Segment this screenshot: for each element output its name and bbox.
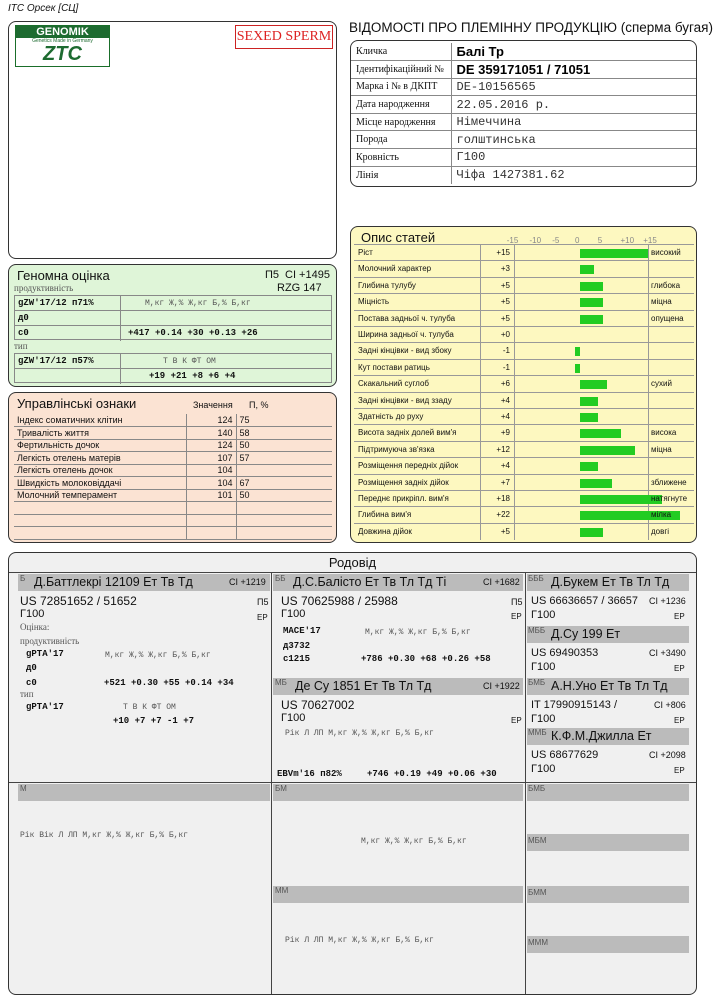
row-birthplace: Місце народження Німеччина (351, 113, 696, 131)
trait-value: +7 (500, 477, 510, 487)
trait-row (354, 277, 694, 293)
management-row: Легкість отелень дочок 104 (14, 464, 332, 477)
trait-description: сухий (651, 379, 672, 389)
row-name: Кличка Балі Тр (351, 43, 696, 61)
trait-name: Ріст (358, 248, 373, 257)
tick-label: -10 (529, 236, 542, 245)
trait-row (354, 260, 694, 276)
management-title: Управлінські ознаки (17, 396, 137, 411)
trait-row (354, 474, 694, 490)
trait-row (354, 490, 694, 506)
trait-bar (580, 429, 621, 438)
management-row (14, 527, 332, 540)
genomic-ci: CI +1495 (285, 269, 330, 281)
trait-name: Задні кінцівки - вид збоку (358, 346, 452, 356)
genomic-prod-label: продуктивність (14, 283, 74, 293)
trait-value: +4 (500, 412, 510, 421)
tick-label: 5 (597, 236, 603, 245)
trait-row (354, 342, 694, 358)
management-table (14, 414, 332, 540)
management-row: Легкість отелень матерів 107 57 (14, 452, 332, 465)
management-row: Швидкість молоковіддачі 104 67 (14, 477, 332, 490)
trait-value: +18 (496, 494, 510, 503)
trait-name: Молочний характер (358, 264, 432, 274)
trait-value: +4 (500, 461, 510, 471)
trait-row (354, 244, 694, 260)
row-breed: Порода голштинська (351, 131, 696, 149)
trait-row (354, 293, 694, 309)
trait-bar (580, 495, 662, 504)
trait-bar (580, 249, 648, 258)
trait-description: високий (651, 248, 681, 257)
trait-name: Постава задньої ч. тулуба (358, 313, 456, 323)
trait-row (354, 392, 694, 408)
genomic-title: Геномна оцінка (17, 268, 110, 283)
trait-bar (580, 446, 635, 455)
trait-name: Ширина задньої ч. тулуба (358, 330, 454, 339)
trait-value: -1 (502, 362, 510, 372)
identification-box (350, 40, 697, 187)
trait-description: опущена (651, 313, 684, 323)
genomic-box (8, 264, 337, 387)
trait-row (354, 441, 694, 457)
trait-name: Здатність до руху (358, 412, 424, 421)
management-row (14, 502, 332, 515)
management-row: Фертильність дочок 124 50 (14, 439, 332, 452)
management-row (14, 514, 332, 527)
trait-bar (580, 479, 612, 488)
document-title: ВІДОМОСТІ ПРО ПЛЕМІННУ ПРОДУКЦІЮ (сперма бугая) (349, 20, 713, 35)
pedigree-box: Родовід Б Д.Баттлекрі 12109 Ет Тв Тд CI +1219 US 72851652 / 51652 П5 Г100 ЕР Оцінка: продуктивність gPTA'17 М,кг Ж,% Ж,кг Б,% Б,кг д0 с0 +521 +0.30 +55 +0.14 +34 тип gPTA'17 Т В К ФТ ОМ +10 +7 +7 -1 +7 ББ Д.С.Балісто Ет Тв Тл Тд Ті CI +1682 US 70625988 / 25988 П5 Г100 ЕР MACE'17 М,кг Ж,% Ж,кг Б,% Б,кг д3732 с1215 +786 +0.30 +68 +0.26 +58 БББ Д.Букем Ет Тв Тл Тд US 66636657 / 36657 CI +1236 Г100 ЕР МББ Д.Су 199 Ет US 69490353 CI +3490 Г100 ЕР МБ Де Су 1851 Ет Тв Тл Тд CI +1922 US 70627002 Г100 ЕР Рік Л ЛП М,кг Ж,% Ж,кг Б,% Б,кг EBVm'16 п82% +746 +0.19 +49 +0.06 +30 БМБ А.Н.Уно Ет Тв Тл Тд IT 17990915143 / CI +806 Г100 ЕР ММБ К.Ф.М.Джилла Ет US 68677629 CI +2098 Г100 ЕР М Рік Вік Л ЛП М,кг Ж,% Ж,кг Б,% Б,кг БМ М,кг Ж,% Ж,кг Б,% Б,кг БМБ МБМ ММ Рік Л ЛП М,кг Ж,% Ж,кг Б,% Б,кг БММ МММ (8, 552, 697, 995)
genomic-prod-table: gZW'17/12 п71% М,кг Ж,% Ж,кг Б,% Б,кг д0 с0 +417 +0.14 +30 +0.13 +26 (14, 295, 332, 340)
trait-row (354, 506, 694, 522)
trait-row (354, 408, 694, 424)
trait-description: довгі (651, 526, 670, 536)
photo-box (8, 21, 337, 259)
mbb-name: Д.Су 199 Ет (551, 627, 621, 641)
trait-description: мілка (651, 510, 672, 520)
trait-bar (580, 380, 607, 389)
row-line: Лінія Чіфа 1427381.62 (351, 166, 696, 184)
sexed-sperm-stamp: SEXED SPERM (235, 25, 333, 49)
trait-row (354, 375, 694, 391)
row-mark: Марка і № в ДКПТ DE-10156565 (351, 78, 696, 96)
trait-row (354, 310, 694, 326)
trait-bar (580, 282, 603, 291)
trait-name: Глибина тулубу (358, 280, 416, 290)
row-id: Ідентифікаційний № DE 359171051 / 71051 (351, 61, 696, 79)
tick-label: -5 (552, 236, 560, 245)
corner-label: ITC Орсек [СЦ] (8, 3, 79, 14)
trait-bar (580, 528, 603, 537)
genomik-brand: GENOMIK (16, 26, 109, 38)
sire-dam-name: Де Су 1851 Ет Тв Тл Тд (295, 679, 432, 693)
trait-name: Підтримуюча зв'язка (358, 444, 435, 454)
trait-value: +22 (496, 510, 510, 520)
trait-description: натягнуте (651, 494, 688, 503)
tick-label: 0 (575, 236, 580, 245)
trait-name: Задні кінцівки - вид ззаду (358, 395, 452, 405)
tick-label: +15 (643, 236, 657, 245)
trait-value: +5 (500, 297, 510, 307)
genomik-tagline: Genetics Made in Germany (32, 38, 93, 44)
trait-row (354, 523, 694, 539)
mmb-name: К.Ф.М.Джилла Ет (551, 729, 652, 743)
trait-description: міцна (651, 297, 672, 307)
identification-table (351, 43, 696, 184)
trait-value: +9 (500, 428, 510, 438)
bmb-name: А.Н.Уно Ет Тв Тл Тд (551, 679, 668, 693)
trait-name: Висота задніх долей вим'я (358, 428, 457, 438)
management-box: Управлінські ознаки Значення П, % Індекс соматичних клітин 124 75 Тривалість життя 140 58 Фертильність дочок 124 50 Легкість отелень матерів 107 57 Легкість отелень дочок 104 Швидкість молоковіддачі 104 67 Молочний темперамент 101 50 (8, 392, 337, 543)
trait-bar (580, 413, 598, 422)
trait-name: Міцність (358, 297, 390, 307)
dam-dam-header (273, 886, 523, 903)
management-row: Молочний темперамент 101 50 (14, 489, 332, 502)
trait-description: висока (651, 428, 677, 438)
sire-name: Д.Баттлекрі 12109 Ет Тв Тд (34, 575, 193, 589)
genomic-type-label: тип (14, 341, 28, 351)
trait-row (354, 326, 694, 342)
trait-name: Глибина вим'я (358, 510, 412, 520)
trait-bar (575, 364, 580, 373)
genomic-type-table: gZW'17/12 п57% Т В К ФТ ОМ +19 +21 +8 +6 +4 (14, 353, 332, 383)
trait-description: міцна (651, 444, 672, 454)
trait-row (354, 457, 694, 473)
trait-row (354, 359, 694, 375)
dam-header (18, 784, 270, 801)
trait-name: Довжина дійок (358, 526, 412, 536)
trait-name: Кут постави ратиць (358, 362, 430, 372)
tick-label: -15 (506, 236, 519, 245)
pedigree-title: Родовід (328, 555, 377, 570)
trait-value: +12 (496, 444, 510, 454)
trait-description: зближене (651, 477, 687, 487)
dam-sire-header (273, 784, 523, 801)
management-row: Індекс соматичних клітин 124 75 (14, 414, 332, 427)
trait-value: +0 (500, 330, 510, 339)
trait-name: Розміщення передніх дійок (358, 461, 459, 471)
sire-sire-name: Д.С.Балісто Ет Тв Тл Тд Ті (293, 575, 447, 589)
bbb-name: Д.Букем Ет Тв Тл Тд (551, 575, 670, 589)
trait-bar (575, 347, 580, 356)
trait-value: +6 (500, 379, 510, 389)
trait-value: +5 (500, 313, 510, 323)
genomic-rzg: RZG 147 (277, 282, 322, 294)
trait-value: +5 (500, 526, 510, 536)
trait-value: +4 (500, 395, 510, 405)
trait-bar (580, 315, 603, 324)
trait-row (354, 424, 694, 440)
traits-box (350, 226, 697, 543)
trait-bar (580, 265, 594, 274)
tick-label: +10 (620, 236, 635, 245)
trait-description: глибока (651, 280, 681, 290)
trait-value: -1 (502, 346, 510, 356)
trait-value: +3 (500, 264, 510, 274)
genomik-logo (15, 25, 110, 67)
trait-name: Переднє прикріпл. вим'я (358, 494, 449, 503)
management-row: Тривалість життя 140 58 (14, 427, 332, 440)
trait-name: Розміщення задніх дійок (358, 477, 449, 487)
genomic-p: П5 (265, 269, 280, 281)
trait-value: +15 (496, 248, 510, 257)
trait-name: Скакальний суглоб (358, 379, 429, 389)
trait-bar (580, 462, 598, 471)
ztc-letters: ZTC (43, 43, 82, 65)
traits-title: Опис статей (361, 230, 436, 245)
trait-bar (580, 298, 603, 307)
row-dob: Дата народження 22.05.2016 р. (351, 96, 696, 114)
trait-value: +5 (500, 280, 510, 290)
trait-bar (580, 397, 598, 406)
row-blood: Кровність Г100 (351, 149, 696, 167)
